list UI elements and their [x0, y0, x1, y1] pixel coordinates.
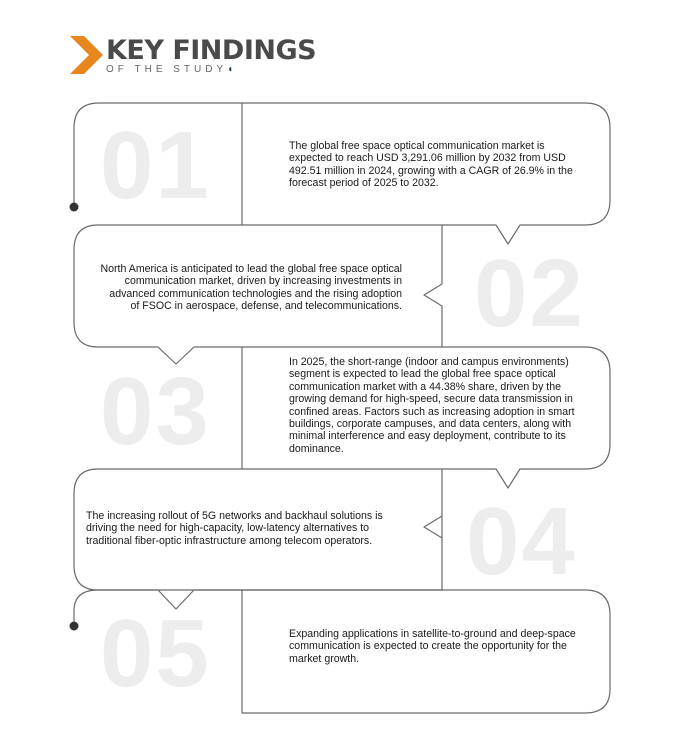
moon-icon: ◖	[227, 64, 234, 75]
finding-text-02: North America is anticipated to lead the global free space optical communication market, driven by increasing investments in advanced communication technologies and the rising adoption of FSOC in aerospace, defense, and telecommunications.	[100, 263, 402, 313]
page-subtitle-text: OF THE STUDY	[106, 64, 228, 75]
finding-number-02: 02	[474, 240, 585, 347]
finding-number-03: 03	[100, 358, 211, 465]
connector-dot	[70, 622, 79, 631]
finding-text-01: The global free space optical communication market is expected to reach USD 3,291.06 million by 2032 from USD 492.51 million in 2024, growing with a CAGR of 26.9% in the forecast period of 2025 to 2032.	[289, 140, 573, 190]
finding-number-01: 01	[100, 112, 211, 219]
connector-dot	[70, 203, 79, 212]
finding-number-05: 05	[100, 600, 211, 707]
page-title: KEY FINDINGS	[106, 35, 317, 66]
finding-number-04: 04	[466, 488, 577, 595]
finding-text-05: Expanding applications in satellite-to-ground and deep-space communication is expected to create the opportunity for the market growth.	[289, 628, 576, 665]
finding-text-03: In 2025, the short-range (indoor and campus environments) segment is expected to lead the global free space optical communication market with a 44.38% share, driven by the growing demand for high-speed, secure data transmission in confined areas. Factors such as increasing adoption in smart buildings, corporate campuses, and data centers, along with minimal interference and easy deployment, contribute to its dominance.	[289, 356, 575, 455]
finding-text-04: The increasing rollout of 5G networks and backhaul solutions is driving the need for high-capacity, low-latency alternatives to traditional fiber-optic infrastructure among telecom operators.	[86, 510, 383, 547]
